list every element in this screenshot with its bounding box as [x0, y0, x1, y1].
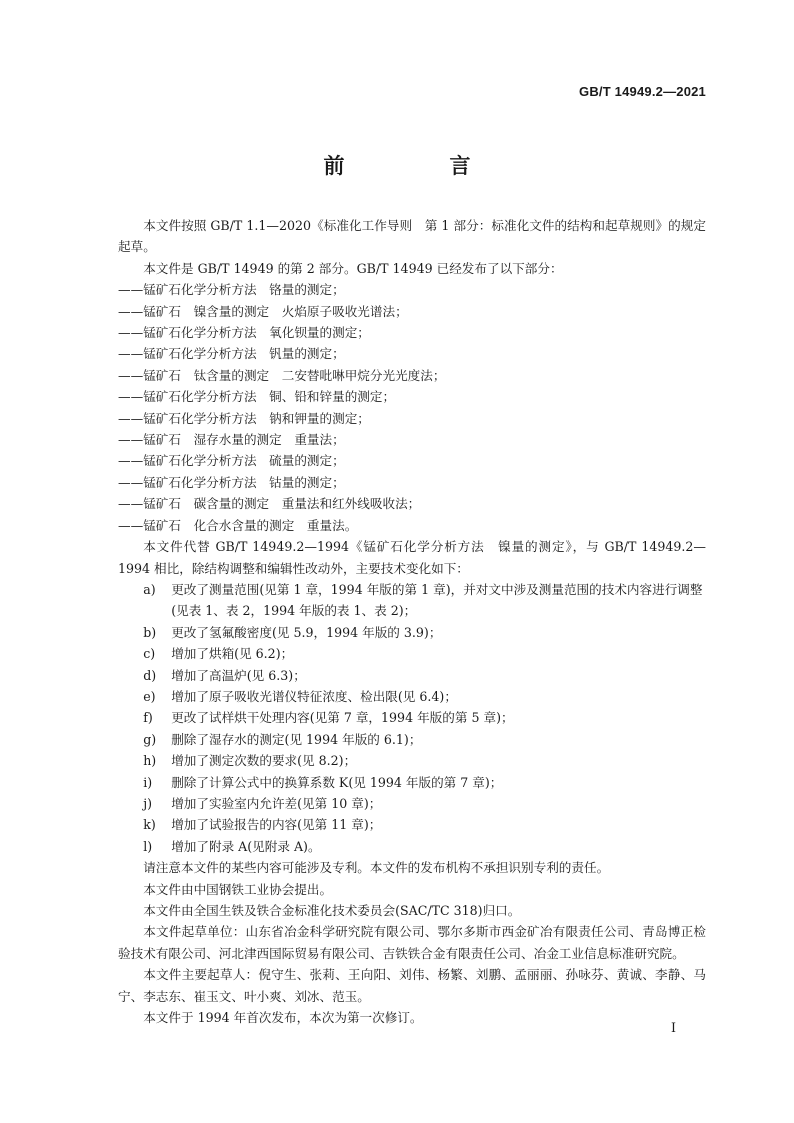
list-text: 增加了实验室内允许差(见第 10 章)；	[171, 795, 382, 811]
list-text: 增加了附录 A(见附录 A)。	[171, 838, 321, 854]
intro-paragraph: 本文件是 GB/T 14949 的第 2 部分。GB/T 14949 已经发布了以下部分：	[143, 260, 563, 276]
history-paragraph: 本文件于 1994 年首次发布，本次为第一次修订。	[143, 1010, 423, 1026]
list-item	[118, 836, 706, 857]
list-item	[118, 772, 706, 793]
list-text: 增加了高温炉(见 6.3)；	[171, 667, 306, 683]
list-marker: h)	[143, 753, 157, 769]
list-marker: f)	[143, 710, 153, 726]
list-item: ——锰矿石化学分析方法 铬量的测定；	[118, 282, 345, 298]
list-marker: l)	[143, 838, 153, 854]
list-marker: i)	[143, 774, 153, 790]
list-text: 增加了测定次数的要求(见 8.2)；	[171, 753, 357, 769]
list-item: ——锰矿石化学分析方法 钠和钾量的测定；	[118, 410, 370, 426]
intro-paragraph: 本文件按照 GB/T 1.1—2020《标准化工作导则 第 1 部分：标准化文件的结构和起草规则》的规定起草。	[118, 218, 706, 255]
list-text: 增加了试验报告的内容(见第 11 章)；	[171, 817, 382, 833]
list-text: 增加了原子吸收光谱仪特征浓度、检出限(见 6.4)；	[171, 688, 457, 704]
list-item	[118, 665, 706, 686]
list-text: 更改了测量范围(见第 1 章，1994 年版的第 1 章)，并对文中涉及测量范围的技术内容进行调整(见表 1、表 2，1994 年版的表 1、表 2)；	[171, 581, 703, 619]
patent-notice: 请注意本文件的某些内容可能涉及专利。本文件的发布机构不承担识别专利的责任。	[143, 860, 610, 876]
list-item: ——锰矿石 化合水含量的测定 重量法。	[118, 517, 358, 533]
changes-list	[118, 579, 706, 857]
list-item: ——锰矿石化学分析方法 硫量的测定；	[118, 453, 345, 469]
list-text: 更改了试样烘干处理内容(见第 7 章，1994 年版的第 5 章)；	[171, 710, 514, 726]
list-item	[118, 707, 706, 728]
list-marker: g)	[143, 731, 157, 747]
list-item: ——锰矿石 镍含量的测定 火焰原子吸收光谱法；	[118, 303, 408, 319]
list-marker: e)	[143, 688, 156, 704]
list-item: ——锰矿石 碳含量的测定 重量法和红外线吸收法；	[118, 496, 421, 512]
replace-paragraph: 本文件代替 GB/T 14949.2—1994《锰矿石化学分析方法 镍量的测定》，与 GB/T 14949.2—1994 相比，除结构调整和编辑性改动外，主要技术变化如下：	[118, 539, 706, 576]
list-text: 删除了计算公式中的换算系数 K(见 1994 年版的第 7 章)；	[171, 774, 503, 790]
list-item: ——锰矿石 钛含量的测定 二安替吡啉甲烷分光光度法；	[118, 367, 446, 383]
list-item: ——锰矿石 湿存水量的测定 重量法；	[118, 432, 345, 448]
list-marker: c)	[143, 646, 156, 662]
list-item: ——锰矿石化学分析方法 钒量的测定；	[118, 346, 345, 362]
list-text: 增加了烘箱(见 6.2)；	[171, 646, 294, 662]
list-text: 删除了湿存水的测定(见 1994 年版的 6.1)；	[171, 731, 422, 747]
list-item	[118, 729, 706, 750]
parts-list	[118, 279, 706, 536]
list-item	[118, 579, 706, 622]
drafting-units-paragraph: 本文件起草单位：山东省冶金科学研究院有限公司、鄂尔多斯市西金矿冶有限责任公司、青岛博正检验技术有限公司、河北津西国际贸易有限公司、吉铁铁合金有限责任公司、冶金工业信息标准研究院。	[118, 924, 706, 961]
standard-code: GB/T 14949.2—2021	[579, 84, 706, 99]
list-marker: b)	[143, 624, 157, 640]
page-title: 前 言	[323, 154, 513, 178]
list-item	[118, 686, 706, 707]
list-item	[118, 643, 706, 664]
list-marker: j)	[143, 795, 153, 811]
drafters-paragraph: 本文件主要起草人：倪守生、张莉、王向阳、刘伟、杨繁、刘鹏、孟丽丽、孙咏芬、黄诚、李静、马宁、李志东、崔玉文、叶小爽、刘冰、范玉。	[118, 967, 706, 1004]
list-item	[118, 622, 706, 643]
list-item	[118, 793, 706, 814]
list-marker: a)	[143, 581, 156, 597]
list-item: ——锰矿石化学分析方法 钴量的测定；	[118, 474, 345, 490]
list-marker: d)	[143, 667, 157, 683]
list-item	[118, 750, 706, 771]
list-text: 更改了氢氟酸密度(见 5.9，1994 年版的 3.9)；	[171, 624, 442, 640]
list-item: ——锰矿石化学分析方法 铜、铅和锌量的测定；	[118, 389, 396, 405]
foreword-body	[118, 215, 706, 1028]
page-number: I	[671, 1020, 676, 1035]
list-item	[118, 814, 706, 835]
proposer-paragraph: 本文件由中国钢铁工业协会提出。	[143, 881, 333, 897]
list-item: ——锰矿石化学分析方法 氧化钡量的测定；	[118, 325, 370, 341]
committee-paragraph: 本文件由全国生铁及铁合金标准化技术委员会(SAC/TC 318)归口。	[143, 903, 521, 918]
list-marker: k)	[143, 817, 156, 833]
